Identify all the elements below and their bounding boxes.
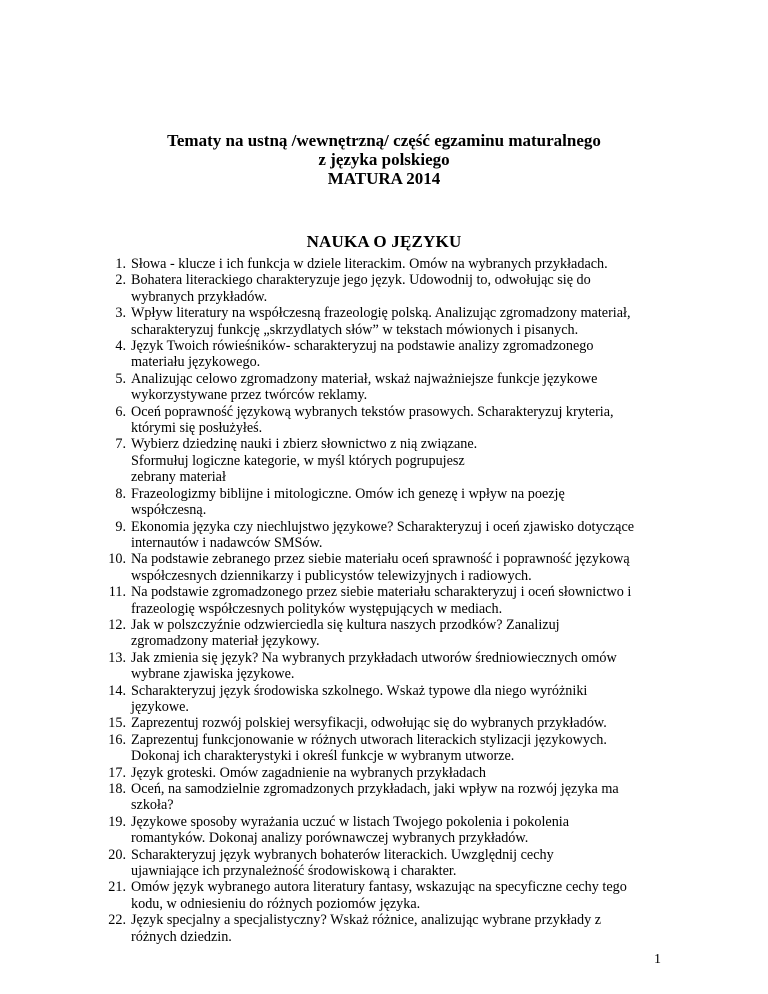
topic-text: Jak w polszczyźnie odzwierciedla się kultura naszych przodków? Zanalizuj zgromadzony materiał językowy. (131, 616, 560, 650)
topic-number: 7. (115, 436, 126, 453)
topic-number: 17. (108, 764, 126, 781)
topic-item (104, 879, 684, 912)
topic-item (104, 912, 684, 945)
topic-item (104, 338, 684, 371)
topic-text: Omów język wybranego autora literatury fantasy, wskazując na specyficzne cechy tego kodu, w odniesieniu do różnych poziomów języka. (131, 879, 627, 912)
page-number: 1 (654, 952, 661, 967)
topic-text: Scharakteryzuj język wybranych bohaterów literackich. Uwzględnij cechy ujawniające ich przynależność środowiskową i charakter. (131, 846, 554, 880)
topic-text: Język Twoich rówieśników- scharakteryzuj na podstawie analizy zgromadzonego materiału językowego. (131, 338, 594, 371)
topic-number: 6. (115, 403, 126, 420)
topic-item (104, 732, 684, 765)
topic-number: 18. (108, 781, 126, 797)
topic-number: 9. (115, 518, 126, 535)
topic-item (104, 781, 684, 814)
topic-number: 15. (108, 715, 126, 732)
topic-number: 10. (108, 551, 126, 568)
topic-number: 13. (108, 649, 126, 666)
topic-number: 11. (108, 584, 126, 601)
topic-item (104, 584, 684, 617)
topic-item (104, 814, 684, 847)
topic-text: Zaprezentuj funkcjonowanie w różnych utworach literackich stylizacji językowych. Dokonaj ich charakterystyki i określ funkcje w wybranym utworze. (131, 731, 607, 765)
topic-number: 8. (115, 485, 126, 502)
topic-text: Scharakteryzuj język środowiska szkolnego. Wskaż typowe dla niego wyróżniki językowe. (131, 682, 588, 715)
document-title (0, 131, 768, 188)
topic-number: 1. (115, 256, 126, 272)
topic-item (104, 847, 684, 880)
topic-item (104, 715, 684, 731)
topic-text: Językowe sposoby wyrażania uczuć w listach Twojego pokolenia i pokolenia romantyków. Dokonaj analizy porównawczej wybranych przykładów. (131, 813, 570, 847)
topic-text: Oceń poprawność językową wybranych tekstów prasowych. Scharakteryzuj kryteria, którymi się posłużyłeś. (131, 403, 614, 437)
topic-number: 4. (115, 338, 126, 355)
topic-item (104, 650, 684, 683)
topic-item (104, 765, 684, 781)
topic-item (104, 551, 684, 584)
topic-text: Oceń, na samodzielnie zgromadzonych przykładach, jaki wpływ na rozwój języka ma szkoła? (131, 781, 619, 814)
topic-text: Język groteski. Omów zagadnienie na wybranych przykładach (131, 764, 486, 781)
topic-number: 14. (108, 682, 126, 699)
topic-item (104, 272, 684, 305)
topic-item (104, 256, 684, 272)
topic-text: Analizując celowo zgromadzony materiał, wskaż najważniejsze funkcje językowe wykorzystywane przez twórców reklamy. (131, 370, 598, 404)
topic-number: 21. (108, 879, 126, 896)
topic-text: Jak zmienia się język? Na wybranych przykładach utworów średniowiecznych omów wybrane zjawiska językowe. (131, 649, 617, 683)
topic-item (104, 519, 684, 552)
topic-item (104, 683, 684, 716)
topic-text: Wpływ literatury na współczesną frazeologię polską. Analizując zgromadzony materiał, scharakteryzuj funkcję „skrzydlatych słów” w tekstach mówionych i pisanych. (131, 305, 631, 338)
title-line-2: z języka polskiego (318, 150, 450, 169)
topic-number: 3. (115, 305, 126, 322)
section-heading: NAUKA O JĘZYKU (306, 232, 462, 251)
topic-number: 2. (115, 272, 126, 289)
topic-text: Bohatera literackiego charakteryzuje jego język. Udowodnij to, odwołując się do wybranych przykładów. (131, 272, 591, 305)
topic-number: 12. (108, 616, 126, 633)
topic-item (104, 486, 684, 519)
topic-text: Wybierz dziedzinę nauki i zbierz słownictwo z nią związane. Sformułuj logiczne kategorie, w myśl których pogrupujesz zebrany materiał (131, 436, 478, 486)
topic-list (104, 256, 684, 945)
topic-number: 22. (108, 912, 126, 929)
topic-item (104, 371, 684, 404)
title-line-3: MATURA 2014 (327, 169, 441, 188)
topic-item (104, 617, 684, 650)
topic-number: 5. (115, 370, 126, 387)
topic-text: Ekonomia języka czy niechlujstwo językowe? Scharakteryzuj i oceń zjawisko dotyczące internautów i nadawców SMSów. (131, 518, 635, 551)
topic-text: Słowa - klucze i ich funkcja w dziele literackim. Omów na wybranych przykładach. (131, 256, 608, 272)
topic-text: Frazeologizmy biblijne i mitologiczne. Omów ich genezę i wpływ na poezję współczesną. (131, 485, 565, 519)
topic-item (104, 404, 684, 437)
topic-number: 16. (108, 731, 126, 748)
topic-number: 19. (108, 813, 126, 830)
topic-number: 20. (108, 846, 126, 863)
topic-item (104, 305, 684, 338)
topic-text: Na podstawie zebranego przez siebie materiału oceń sprawność i poprawność językową współczesnych dziennikarzy i publicystów telewizyjnych i radiowych. (131, 551, 630, 584)
title-line-1: Tematy na ustną /wewnętrzną/ część egzaminu maturalnego (167, 131, 601, 150)
topic-text: Zaprezentuj rozwój polskiej wersyfikacji, odwołując się do wybranych przykładów. (131, 715, 607, 732)
topic-text: Na podstawie zgromadzonego przez siebie materiału scharakteryzuj i oceń słownictwo i frazeologię współczesnych polityków występujących w mediach. (131, 584, 632, 617)
topic-item (104, 436, 684, 485)
topic-text: Język specjalny a specjalistyczny? Wskaż różnice, analizując wybrane przykłady z różnych dziedzin. (131, 912, 602, 945)
